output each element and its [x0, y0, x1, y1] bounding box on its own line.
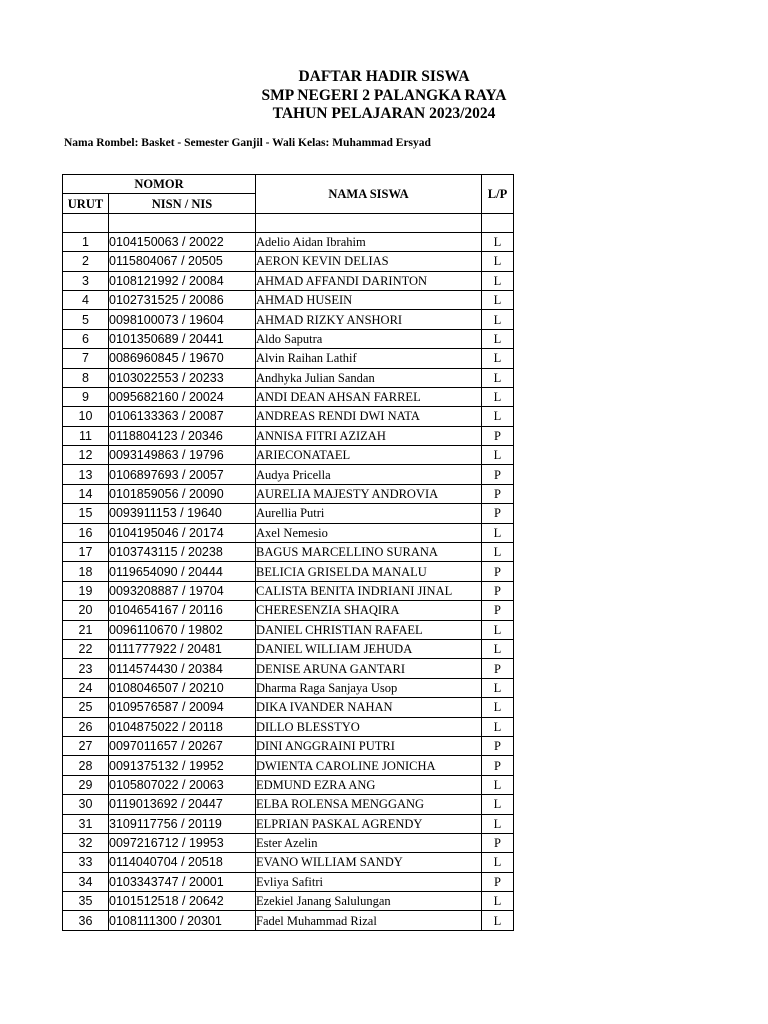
header-school: SMP NEGERI 2 PALANGKA RAYA — [261, 86, 507, 104]
table-row — [63, 290, 514, 309]
row-number: 3 — [63, 271, 109, 290]
row-nisn: 0119013692 / 20447 — [109, 795, 256, 814]
row-gender: P — [482, 581, 514, 600]
row-nisn: 0098100073 / 19604 — [109, 310, 256, 329]
table-row — [63, 795, 514, 814]
row-gender: L — [482, 717, 514, 736]
row-number: 29 — [63, 775, 109, 794]
row-number: 13 — [63, 465, 109, 484]
row-gender: P — [482, 659, 514, 678]
table-row — [63, 698, 514, 717]
attendance-table — [62, 174, 514, 931]
row-gender: L — [482, 678, 514, 697]
row-nisn: 0104195046 / 20174 — [109, 523, 256, 542]
table-row — [63, 562, 514, 581]
row-gender: L — [482, 349, 514, 368]
row-number: 21 — [63, 620, 109, 639]
row-nisn: 0106133363 / 20087 — [109, 407, 256, 426]
table-row — [63, 620, 514, 639]
spacer-cell — [109, 213, 256, 232]
row-nisn: 0097216712 / 19953 — [109, 833, 256, 852]
row-nisn: 0097011657 / 20267 — [109, 736, 256, 755]
table-row — [63, 581, 514, 600]
row-nisn: 0101859056 / 20090 — [109, 484, 256, 503]
row-nisn: 0103022553 / 20233 — [109, 368, 256, 387]
row-student-name: Aurellia Putri — [256, 504, 482, 523]
row-gender: L — [482, 407, 514, 426]
header-nama-siswa: NAMA SISWA — [256, 175, 482, 214]
row-number: 33 — [63, 853, 109, 872]
table-row — [63, 717, 514, 736]
row-number: 7 — [63, 349, 109, 368]
row-gender: L — [482, 892, 514, 911]
row-nisn: 0101350689 / 20441 — [109, 329, 256, 348]
table-row — [63, 911, 514, 930]
row-number: 36 — [63, 911, 109, 930]
row-gender: L — [482, 446, 514, 465]
header-lp: L/P — [482, 175, 514, 214]
row-student-name: ANDREAS RENDI DWI NATA — [256, 407, 482, 426]
row-student-name: ARIECONATAEL — [256, 446, 482, 465]
row-nisn: 0096110670 / 19802 — [109, 620, 256, 639]
row-nisn: 0119654090 / 20444 — [109, 562, 256, 581]
table-row — [63, 872, 514, 891]
table-row — [63, 387, 514, 406]
row-number: 26 — [63, 717, 109, 736]
row-gender: P — [482, 465, 514, 484]
row-gender: L — [482, 329, 514, 348]
row-nisn: 0114574430 / 20384 — [109, 659, 256, 678]
table-row — [63, 523, 514, 542]
table-row — [63, 484, 514, 503]
row-student-name: CHERESENZIA SHAQIRA — [256, 601, 482, 620]
row-nisn: 0093911153 / 19640 — [109, 504, 256, 523]
row-gender: L — [482, 639, 514, 658]
table-row — [63, 601, 514, 620]
row-nisn: 0111777922 / 20481 — [109, 639, 256, 658]
row-gender: L — [482, 853, 514, 872]
row-nisn: 0108121992 / 20084 — [109, 271, 256, 290]
row-nisn: 0104150063 / 20022 — [109, 232, 256, 251]
row-gender: L — [482, 911, 514, 930]
row-gender: P — [482, 562, 514, 581]
row-nisn: 3109117756 / 20119 — [109, 814, 256, 833]
row-student-name: DANIEL WILLIAM JEHUDA — [256, 639, 482, 658]
row-gender: L — [482, 232, 514, 251]
row-student-name: AURELIA MAJESTY ANDROVIA — [256, 484, 482, 503]
row-nisn: 0118804123 / 20346 — [109, 426, 256, 445]
row-student-name: ELPRIAN PASKAL AGRENDY — [256, 814, 482, 833]
table-row — [63, 446, 514, 465]
row-number: 23 — [63, 659, 109, 678]
row-number: 35 — [63, 892, 109, 911]
table-row — [63, 833, 514, 852]
row-student-name: ELBA ROLENSA MENGGANG — [256, 795, 482, 814]
row-student-name: CALISTA BENITA INDRIANI JINAL — [256, 581, 482, 600]
row-number: 9 — [63, 387, 109, 406]
header-urut: URUT — [63, 194, 109, 213]
row-student-name: EDMUND EZRA ANG — [256, 775, 482, 794]
row-gender: L — [482, 543, 514, 562]
row-number: 18 — [63, 562, 109, 581]
row-student-name: AHMAD AFFANDI DARINTON — [256, 271, 482, 290]
table-row — [63, 349, 514, 368]
header-year: TAHUN PELAJARAN 2023/2024 — [272, 105, 496, 122]
row-student-name: Evliya Safitri — [256, 872, 482, 891]
row-gender: P — [482, 504, 514, 523]
row-number: 32 — [63, 833, 109, 852]
row-gender: P — [482, 601, 514, 620]
row-gender: L — [482, 290, 514, 309]
table-row — [63, 814, 514, 833]
table-row — [63, 368, 514, 387]
row-number: 11 — [63, 426, 109, 445]
row-nisn: 0108111300 / 20301 — [109, 911, 256, 930]
row-nisn: 0101512518 / 20642 — [109, 892, 256, 911]
row-number: 20 — [63, 601, 109, 620]
row-number: 14 — [63, 484, 109, 503]
row-student-name: AHMAD HUSEIN — [256, 290, 482, 309]
row-student-name: AERON KEVIN DELIAS — [256, 252, 482, 271]
row-student-name: Axel Nemesio — [256, 523, 482, 542]
table-row — [63, 543, 514, 562]
row-gender: L — [482, 795, 514, 814]
document-header — [0, 68, 768, 124]
table-row — [63, 465, 514, 484]
row-nisn: 0095682160 / 20024 — [109, 387, 256, 406]
row-number: 30 — [63, 795, 109, 814]
row-student-name: AHMAD RIZKY ANSHORI — [256, 310, 482, 329]
row-gender: L — [482, 387, 514, 406]
row-gender: L — [482, 814, 514, 833]
row-gender: L — [482, 310, 514, 329]
row-student-name: Aldo Saputra — [256, 329, 482, 348]
row-student-name: Alvin Raihan Lathif — [256, 349, 482, 368]
row-student-name: EVANO WILLIAM SANDY — [256, 853, 482, 872]
table-row — [63, 678, 514, 697]
table-row — [63, 639, 514, 658]
table-row — [63, 775, 514, 794]
row-student-name: ANNISA FITRI AZIZAH — [256, 426, 482, 445]
row-student-name: Fadel Muhammad Rizal — [256, 911, 482, 930]
spacer-cell — [63, 213, 109, 232]
row-gender: P — [482, 426, 514, 445]
row-nisn: 0115804067 / 20505 — [109, 252, 256, 271]
row-number: 12 — [63, 446, 109, 465]
row-number: 16 — [63, 523, 109, 542]
spacer-row — [63, 213, 514, 232]
row-nisn: 0093208887 / 19704 — [109, 581, 256, 600]
row-student-name: DINI ANGGRAINI PUTRI — [256, 736, 482, 755]
row-nisn: 0104654167 / 20116 — [109, 601, 256, 620]
table-row — [63, 232, 514, 251]
row-number: 2 — [63, 252, 109, 271]
row-student-name: Ezekiel Janang Salulungan — [256, 892, 482, 911]
row-student-name: ANDI DEAN AHSAN FARREL — [256, 387, 482, 406]
row-number: 34 — [63, 872, 109, 891]
row-nisn: 0104875022 / 20118 — [109, 717, 256, 736]
row-student-name: BELICIA GRISELDA MANALU — [256, 562, 482, 581]
row-student-name: DILLO BLESSTYO — [256, 717, 482, 736]
row-number: 25 — [63, 698, 109, 717]
row-nisn: 0109576587 / 20094 — [109, 698, 256, 717]
row-number: 17 — [63, 543, 109, 562]
row-nisn: 0108046507 / 20210 — [109, 678, 256, 697]
row-student-name: BAGUS MARCELLINO SURANA — [256, 543, 482, 562]
row-number: 5 — [63, 310, 109, 329]
table-row — [63, 407, 514, 426]
row-student-name: Ester Azelin — [256, 833, 482, 852]
row-student-name: DANIEL CHRISTIAN RAFAEL — [256, 620, 482, 639]
row-number: 6 — [63, 329, 109, 348]
row-number: 10 — [63, 407, 109, 426]
row-number: 31 — [63, 814, 109, 833]
row-nisn: 0086960845 / 19670 — [109, 349, 256, 368]
row-student-name: DIKA IVANDER NAHAN — [256, 698, 482, 717]
table-row — [63, 310, 514, 329]
header-title: DAFTAR HADIR SISWA — [298, 68, 470, 85]
table-body — [63, 213, 514, 930]
row-student-name: Andhyka Julian Sandan — [256, 368, 482, 387]
row-number: 22 — [63, 639, 109, 658]
table-row — [63, 252, 514, 271]
rombel-info: Nama Rombel: Basket - Semester Ganjil - Wali Kelas: Muhammad Ersyad — [64, 137, 431, 149]
spacer-cell — [256, 213, 482, 232]
row-student-name: Dharma Raga Sanjaya Usop — [256, 678, 482, 697]
row-nisn: 0114040704 / 20518 — [109, 853, 256, 872]
spacer-cell — [482, 213, 514, 232]
row-student-name: Adelio Aidan Ibrahim — [256, 232, 482, 251]
row-nisn: 0093149863 / 19796 — [109, 446, 256, 465]
table-row — [63, 892, 514, 911]
row-nisn: 0102731525 / 20086 — [109, 290, 256, 309]
row-gender: L — [482, 271, 514, 290]
row-number: 15 — [63, 504, 109, 523]
table-row — [63, 504, 514, 523]
row-nisn: 0103743115 / 20238 — [109, 543, 256, 562]
table-row — [63, 853, 514, 872]
table-row — [63, 426, 514, 445]
row-number: 19 — [63, 581, 109, 600]
header-nomor: NOMOR — [63, 175, 256, 194]
table-row — [63, 756, 514, 775]
row-gender: L — [482, 698, 514, 717]
row-student-name: DWIENTA CAROLINE JONICHA — [256, 756, 482, 775]
table-row — [63, 736, 514, 755]
row-gender: P — [482, 736, 514, 755]
row-gender: L — [482, 775, 514, 794]
row-number: 27 — [63, 736, 109, 755]
row-number: 28 — [63, 756, 109, 775]
row-student-name: Audya Pricella — [256, 465, 482, 484]
row-number: 4 — [63, 290, 109, 309]
row-gender: L — [482, 368, 514, 387]
row-nisn: 0103343747 / 20001 — [109, 872, 256, 891]
row-nisn: 0105807022 / 20063 — [109, 775, 256, 794]
row-number: 24 — [63, 678, 109, 697]
table-row — [63, 271, 514, 290]
table-row — [63, 329, 514, 348]
row-nisn: 0091375132 / 19952 — [109, 756, 256, 775]
row-gender: P — [482, 484, 514, 503]
row-number: 1 — [63, 232, 109, 251]
row-student-name: DENISE ARUNA GANTARI — [256, 659, 482, 678]
table-row — [63, 659, 514, 678]
row-gender: P — [482, 756, 514, 775]
row-gender: P — [482, 833, 514, 852]
row-gender: L — [482, 523, 514, 542]
row-number: 8 — [63, 368, 109, 387]
row-gender: L — [482, 252, 514, 271]
row-gender: P — [482, 872, 514, 891]
row-gender: L — [482, 620, 514, 639]
row-nisn: 0106897693 / 20057 — [109, 465, 256, 484]
header-nisn: NISN / NIS — [109, 194, 256, 213]
